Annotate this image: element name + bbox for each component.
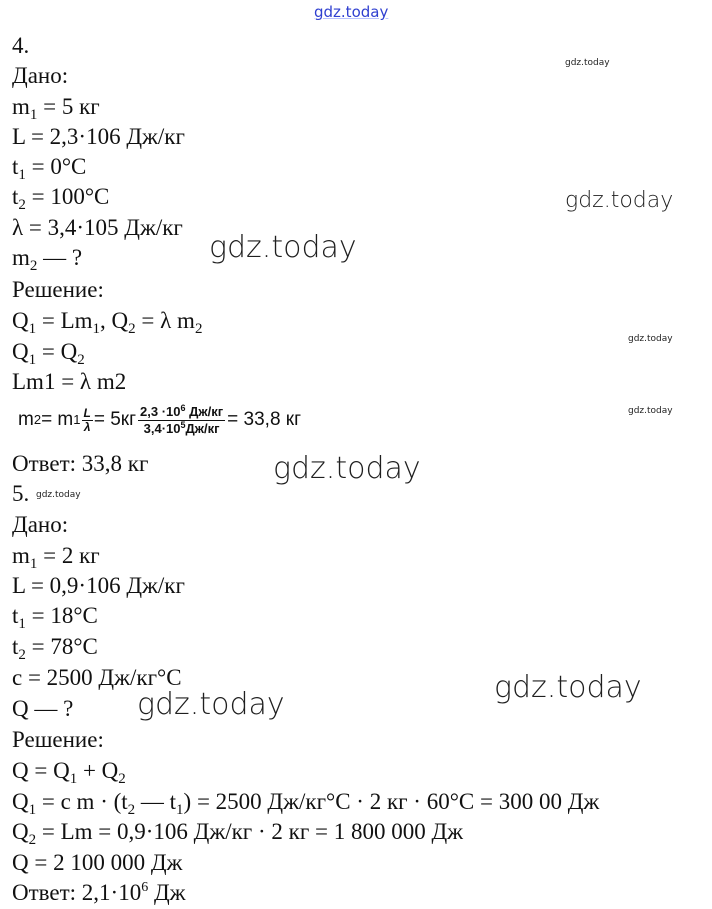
given-label: Дано: — [12, 512, 69, 537]
equation-q: $Q_1 = Lm_1$, $Q_2 = \lambda$ $m_2$ — [12, 308, 203, 337]
watermark: gdz.today — [209, 230, 357, 265]
given-lambda: λ = 3,4·105 Дж/кг — [12, 215, 183, 240]
given-t1: $t_1 = 0^\circ C$ — [12, 154, 87, 183]
watermark: gdz.today — [565, 58, 610, 68]
watermark: gdz.today — [137, 687, 285, 722]
equation-q2: $Q_2 = Lm = 0,9\cdot 106$ Дж/кг · 2 кг = 1 800 000 Дж — [12, 819, 464, 848]
watermark: gdz.today — [273, 451, 421, 486]
equation-q1: $Q_1 = c$ $m \cdot (t_2$ — $t_1) = 2500$ Дж/кг°C · 2 кг · 60°C = 300 00 Дж — [12, 789, 600, 818]
answer-4: Ответ: 33,8 кг — [12, 451, 149, 476]
fraction-values: $\frac{2,3 \cdot 10^6 Дж/кг}{3,4\cdot 10^5Дж/кг}$ — [140, 402, 224, 436]
solution-label: Решение: — [12, 727, 104, 752]
answer-5: Ответ: $2,1\cdot 10^6$ Дж — [12, 880, 186, 905]
given-L: L = 0,9·106 Дж/кг — [12, 573, 185, 598]
given-t2: $t_2 = 100^\circ C$ — [12, 184, 110, 213]
given-L: L = 2,3·106 Дж/кг — [12, 124, 185, 149]
given-t1: $t_1 = 18^\circ C$ — [12, 603, 98, 632]
watermark-top: gdz.today — [314, 3, 389, 21]
equation-lm: Lm1 = λ m2 — [12, 369, 127, 394]
given-label: Дано: — [12, 63, 69, 88]
watermark: gdz.today — [628, 334, 673, 344]
watermark: gdz.today — [565, 188, 674, 213]
watermark: gdz.today — [628, 406, 673, 416]
solution-label: Решение: — [12, 277, 104, 302]
equation-q-total: Q = 2 100 000 Дж — [12, 850, 183, 875]
fraction-l-lambda: $\frac{L}{\lambda}$ — [83, 405, 91, 434]
given-m1: $m_1 = 2$ кг — [12, 543, 100, 572]
given-c: c = 2500 Дж/кг°C — [12, 665, 182, 690]
task-number: 5. — [12, 481, 30, 506]
equation-q-sum: $Q = Q_1 + Q_2$ — [12, 758, 126, 787]
given-t2: $t_2 = 78^\circ C$ — [12, 634, 98, 663]
watermark: gdz.today — [494, 670, 642, 705]
given-m1: $m_1 = 5$ кг — [12, 94, 100, 123]
unknown-q: Q — ? — [12, 696, 74, 721]
unknown-m2: $m_2$ — ? — [12, 245, 83, 274]
task-number: 4. — [12, 33, 30, 58]
equation-balance: $Q_1 = Q_2$ — [12, 339, 85, 368]
watermark: gdz.today — [36, 490, 81, 500]
formula-m2: m 2 = m 1 $\frac{L}{\lambda}$ = 5кг $\frac{2,3 \cdot 10^6 Дж/кг}{3,4\cdot 10^5Дж/кг}$ = 33,8 кг — [18, 402, 302, 436]
